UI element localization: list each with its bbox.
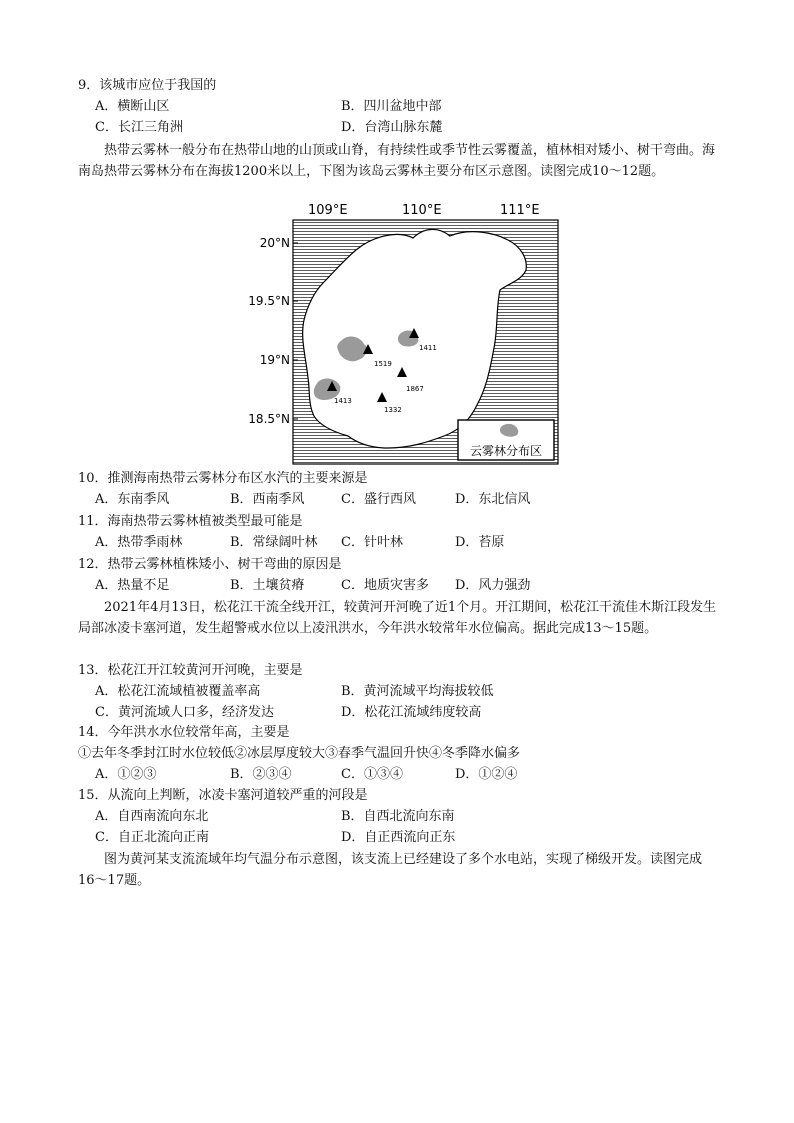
- intro-10-12: 热带云雾林一般分布在热带山地的山顶或山脊，有持续性或季节性云雾覆盖，植林相对矮小、树干弯曲。海南岛热带云雾林分布在海拔1200米以上，下图为该岛云雾林主要分布区示意图。读图完成10～12题。: [78, 143, 716, 179]
- q11-option-d: D．苔原: [455, 535, 505, 550]
- q13-option-d: D．松花江流域纬度较高: [341, 705, 482, 720]
- lat-label-18-5: 18.5°N: [248, 412, 290, 426]
- q10-option-c: C．盛行西风: [341, 492, 416, 507]
- legend-label: 云雾林分布区: [469, 444, 543, 458]
- q14-option-b: B．②③④: [230, 767, 292, 782]
- q11-option-c: C．针叶林: [341, 535, 403, 550]
- peak-label-3: 1867: [406, 385, 424, 393]
- q12-option-d: D．风力强劲: [455, 578, 531, 593]
- lon-label-110: 110°E: [402, 203, 442, 218]
- q11-option-a: A．热带季雨林: [95, 535, 183, 550]
- lon-label-109: 109°E: [308, 203, 348, 218]
- hainan-cloud-forest-map: [238, 198, 568, 466]
- peak-label-2: 1519: [374, 360, 392, 368]
- q12-option-a: A．热量不足: [95, 578, 170, 593]
- q15-option-c: C．自正北流向正南: [95, 830, 209, 845]
- q11-option-b: B．常绿阔叶林: [230, 535, 318, 550]
- q12-stem: 12．热带云雾林植株矮小、树干弯曲的原因是: [78, 557, 342, 572]
- q12-option-c: C．地质灾害多: [341, 578, 429, 593]
- q13-option-b: B．黄河流域平均海拔较低: [341, 684, 494, 699]
- q15-option-d: D．自正西流向正东: [341, 830, 456, 845]
- q9-option-c: C．长江三角洲: [95, 120, 183, 135]
- q13-option-c: C．黄河流域人口多，经济发达: [95, 705, 274, 720]
- intro-13-15: 2021年4月13日，松花江干流全线开江，较黄河开河晚了近1个月。开江期间，松花江干流佳木斯江段发生局部冰凌卡塞河道，发生超警戒水位以上凌汛洪水，今年洪水较常年水位偏高。据此完成13～15题。: [78, 600, 717, 636]
- q9-option-d: D．台湾山脉东麓: [341, 120, 443, 135]
- q13-option-a: A．松花江流域植被覆盖率高: [95, 684, 261, 699]
- lat-label-19-5: 19.5°N: [248, 294, 290, 308]
- peak-label-1: 1411: [419, 344, 437, 352]
- peak-label-4: 1413: [334, 397, 352, 405]
- q14-stem: 14．今年洪水水位较常年高，主要是: [78, 725, 290, 740]
- q10-option-a: A．东南季风: [95, 492, 170, 507]
- intro-16-17: 图为黄河某支流流域年均气温分布示意图，该支流上已经建设了多个水电站，实现了梯级开发。读图完成16～17题。: [78, 852, 703, 888]
- q15-option-b: B．自西北流向东南: [341, 809, 455, 824]
- q10-stem: 10．推测海南热带云雾林分布区水汽的主要来源是: [78, 471, 368, 486]
- q10-option-d: D．东北信风: [455, 492, 531, 507]
- q13-stem: 13．松花江开江较黄河开河晚，主要是: [78, 663, 303, 678]
- q12-option-b: B．土壤贫瘠: [230, 578, 305, 593]
- q10-option-b: B．西南季风: [230, 492, 305, 507]
- q15-stem: 15．从流向上判断，冰凌卡塞河道较严重的河段是: [78, 788, 368, 803]
- q15-option-a: A．自西南流向东北: [95, 809, 209, 824]
- peak-label-5: 1332: [384, 406, 402, 414]
- q9-option-b: B．四川盆地中部: [341, 99, 442, 114]
- q14-option-c: C．①③④: [341, 767, 403, 782]
- q14-option-a: A．①②③: [95, 767, 157, 782]
- q11-stem: 11．海南热带云雾林植被类型最可能是: [78, 514, 303, 529]
- q14-option-d: D．①②④: [455, 767, 518, 782]
- q14-items: ①去年冬季封江时水位较低②冰层厚度较大③春季气温回升快④冬季降水偏多: [78, 746, 521, 761]
- q9-stem: 9．该城市应位于我国的: [78, 78, 217, 93]
- lon-label-111: 111°E: [500, 203, 540, 218]
- q9-option-a: A．横断山区: [95, 99, 170, 114]
- lat-label-20: 20°N: [259, 236, 290, 250]
- lat-label-19: 19°N: [259, 353, 290, 367]
